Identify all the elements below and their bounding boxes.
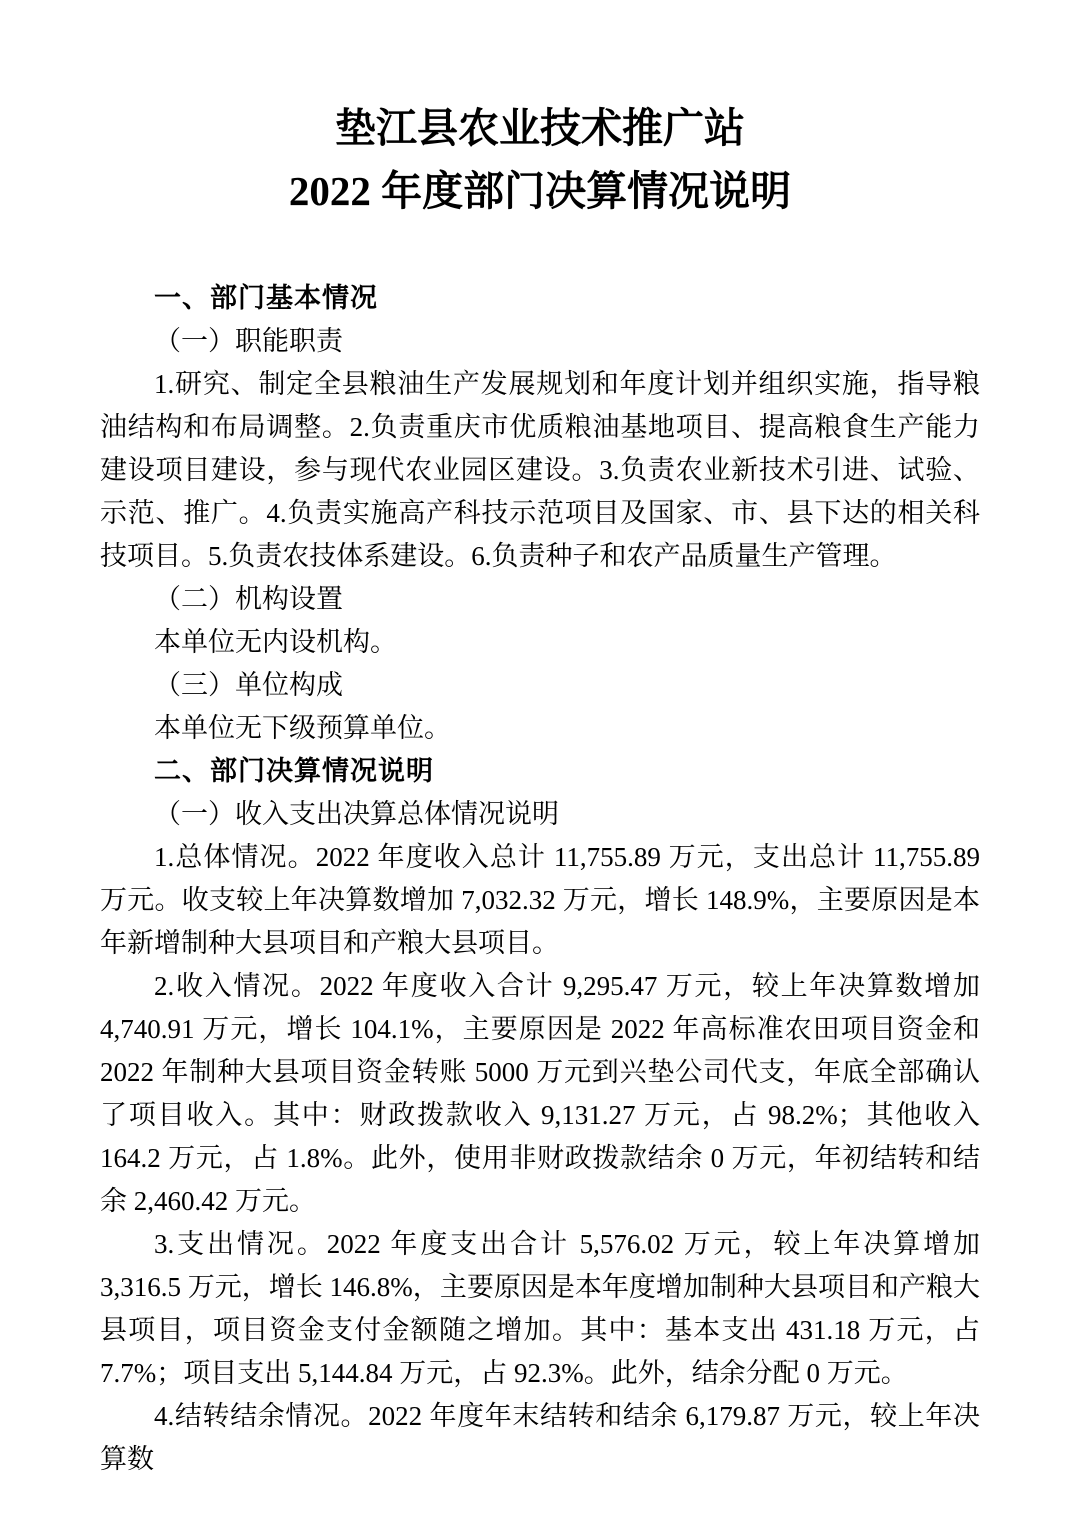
section-heading-basic-info: 一、部门基本情况	[154, 283, 378, 313]
section-heading-final-accounts: 二、部门决算情况说明	[154, 756, 434, 786]
text-organization-setup: 本单位无内设机构。	[154, 627, 397, 657]
paragraph-expenditure-situation: 3.支出情况。2022 年度支出合计 5,576.02 万元，较上年决算增加 3,316.5 万元，增长 146.8%，主要原因是本年度增加制种大县项目和产粮大县项目，项目资金支付金额随之增加。其中：基本支出 431.18 万元，占 7.7%；项目支出 5,144.84 万元，占 92.3%。此外，结余分配 0 万元。	[100, 1229, 980, 1388]
paragraph-revenue-situation: 2.收入情况。2022 年度收入合计 9,295.47 万元，较上年决算数增加 4,740.91 万元，增长 104.1%，主要原因是 2022 年高标准农田项目资金和 2022 年制种大县项目资金转账 5000 万元到兴垫公司代支，年底全部确认了项目收入。其中：财政拨款收入 9,131.27 万元，占 98.2%；其他收入 164.2 万元，占 1.8%。此外，使用非财政拨款结余 0 万元，年初结转和结余 2,460.42 万元。	[100, 971, 980, 1216]
document-body	[100, 277, 980, 1481]
subheading-unit-composition: （三）单位构成	[154, 670, 343, 700]
document-title-line2: 2022 年度部门决算情况说明	[288, 168, 792, 214]
subheading-revenue-expenditure-overview: （一）收入支出决算总体情况说明	[154, 799, 559, 829]
subheading-duties: （一）职能职责	[154, 326, 343, 356]
paragraph-duties: 1.研究、制定全县粮油生产发展规划和年度计划并组织实施，指导粮油结构和布局调整。2.负责重庆市优质粮油基地项目、提高粮食生产能力建设项目建设，参与现代农业园区建设。3.负责农业新技术引进、试验、示范、推广。4.负责实施高产科技示范项目及国家、市、县下达的相关科技项目。5.负责农技体系建设。6.负责种子和农产品质量生产管理。	[100, 369, 980, 571]
text-unit-composition: 本单位无下级预算单位。	[154, 713, 451, 743]
paragraph-overall-situation: 1.总体情况。2022 年度收入总计 11,755.89 万元，支出总计 11,755.89 万元。收支较上年决算数增加 7,032.32 万元，增长 148.9%，主要原因是本年新增制种大县项目和产粮大县项目。	[100, 842, 980, 958]
paragraph-carryover-situation: 4.结转结余情况。2022 年度年末结转和结余 6,179.87 万元，较上年决算数	[100, 1401, 980, 1474]
subheading-organization-setup: （二）机构设置	[154, 584, 343, 614]
document-title-line1: 垫江县农业技术推广站	[335, 105, 745, 151]
document-title	[100, 97, 980, 223]
